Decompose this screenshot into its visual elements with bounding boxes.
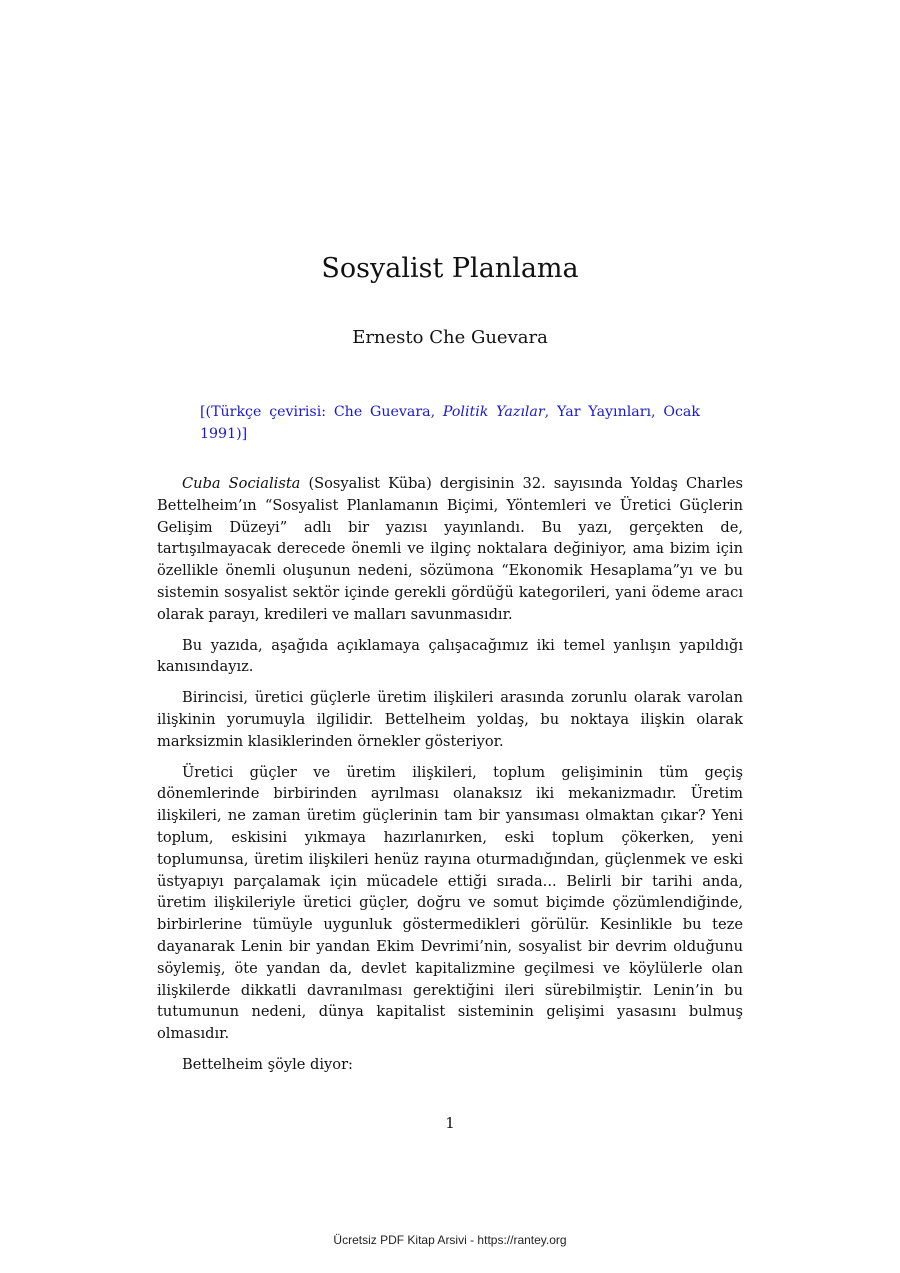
- translation-note-prefix: [(Türkçe çevirisi: Che Guevara,: [200, 404, 443, 420]
- paragraph-4: Üretici güçler ve üretim ilişkileri, toplum gelişiminin tüm geçiş dönemlerinde birbirinden ayrılması olanaksız iki mekanizmadır. Üretim ilişkileri, ne zaman üretim güçlerinin tam bir yansıması olmaktan çıkar? Yeni toplum, eskisini yıkmaya hazırlanırken, eski toplum çökerken, yeni toplumunsa, üretim ilişkileri henüz rayına oturmadığından, güçlenmek ve eski üstyapıyı parçalamak için mücadele ettiği sırada... Belirli bir tarihi anda, üretim ilişkileriyle üretici güçler, doğru ve somut biçimde çözümlendiğinde, birbirlerine tümüyle uygunluk göstermedikleri görülür. Kesinlikle bu teze dayanarak Lenin bir yandan Ekim Devrimi’nin, sosyalist bir devrim olduğunu söylemiş, öte yandan da, devlet kapitalizmine geçilmesi ve köylülerle olan ilişkilerde dikkatli davranılması gerektiğini ileri sürebilmiştir. Lenin’in bu tutumunun nedeni, dünya kapitalist sisteminin gelişimi yasasını bulmuş olmasıdır.: [157, 763, 743, 1043]
- translation-note-suffix: , Yar Yayınları, Ocak 1991)]: [200, 404, 700, 442]
- paragraph-2: Bu yazıda, aşağıda açıklamaya çalışacağımız iki temel yanlışın yapıldığı kanısındayız.: [157, 636, 743, 676]
- paragraph-5: Bettelheim şöyle diyor:: [182, 1055, 353, 1073]
- author-name: Ernesto Che Guevara: [352, 327, 548, 348]
- paragraph-3: Birincisi, üretici güçlerle üretim ilişkileri arasında zorunlu olarak varolan ilişkinin yorumuyla ilgilidir. Bettelheim yoldaş, bu noktaya ilişkin olarak marksizmin klasiklerinden örnekler gösteriyor.: [157, 689, 743, 750]
- translation-note: [200, 401, 700, 445]
- paragraph-1: [157, 473, 743, 626]
- page-number: 1: [445, 1114, 455, 1132]
- footer-text: Ücretsiz PDF Kitap Arsivi - https://rantey.org: [333, 1233, 567, 1247]
- document-title: Sosyalist Planlama: [321, 253, 579, 284]
- paragraph-1-text: (Sosyalist Küba) dergisinin 32. sayısında Yoldaş Charles Bettelheim’ın “Sosyalist Planlamanın Biçimi, Yöntemleri ve Üretici Güçlerin Gelişim Düzeyi” adlı bir yazısı yayınlandı. Bu yazı, gerçekten de, tartışılmayacak derecede önemli ve ilginç noktalara değiniyor, ama bizim için özellikle önemli oluşunun nedeni, sözümona “Ekonomik Hesaplama”yı ve bu sistemin sosyalist sektör içinde gerekli gördüğü kategorileri, yani ödeme aracı olarak parayı, kredileri ve malları savunmasıdır.: [157, 475, 744, 623]
- article-body: [157, 473, 743, 1085]
- translation-note-book-title: Politik Yazılar: [442, 404, 545, 420]
- journal-name: Cuba Socialista: [182, 475, 301, 492]
